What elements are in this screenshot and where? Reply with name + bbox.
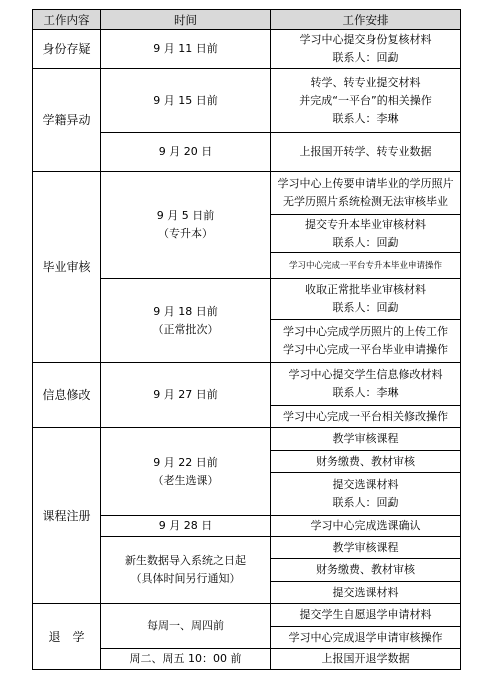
course-task: 教学审核课程 [271,428,461,451]
withdraw-time: 每周一、周四前 [101,604,271,649]
status-change-contact: 联系人：李琳 [332,111,399,125]
graduation-time-note: （专升本） [158,226,213,240]
graduation-title: 毕业审核 [33,171,101,362]
status-change-report-time: 9 月 20 日 [101,132,271,171]
info-change-time: 9 月 27 日前 [101,362,271,427]
course-new-time-note: （具体时间另行通知） [130,572,241,586]
course-new-time [101,536,271,604]
info-change-row [33,362,461,405]
withdraw-row [33,604,461,627]
course-contact: 联系人：回勐 [332,496,399,510]
course-task: 提交选课材料 [271,581,461,604]
header-content: 工作内容 [33,10,101,30]
header-task: 工作安排 [271,10,461,30]
header-time: 时间 [101,10,271,30]
status-change-row [33,69,461,132]
graduation-time-date: 9 月 18 日前 [153,304,218,318]
graduation-task-line: 无学历照片系统检测无法审核毕业 [283,194,448,208]
graduation-time-upgrade [101,171,271,278]
graduation-time-note: （正常批次） [152,322,219,336]
graduation-row [33,171,461,214]
course-task: 财务缴费、教材审核 [271,450,461,473]
info-change-task [271,362,461,405]
graduation-task-line: 提交专升本毕业审核材料 [305,217,426,231]
status-change-time: 9 月 15 日前 [101,69,271,132]
info-change-task: 学习中心完成一平台相关修改操作 [271,405,461,428]
graduation-task-line: 学习中心完成一平台毕业申请操作 [283,342,448,356]
status-change-title: 学籍异动 [33,69,101,171]
withdraw-report-task: 上报国开退学数据 [271,649,461,670]
course-new-time-date: 新生数据导入系统之日起 [125,554,246,568]
header-row [33,10,461,30]
status-change-task-line: 转学、转专业提交材料 [310,75,421,89]
info-change-task-line: 学习中心提交学生信息修改材料 [288,367,443,381]
course-task [271,473,461,516]
graduation-task-line: 收取正常批毕业审核材料 [305,283,426,297]
identity-task [271,30,461,69]
identity-title: 身份存疑 [33,30,101,69]
identity-task-line: 学习中心提交身份复核材料 [299,33,432,47]
graduation-task-line: 学习中心完成学历照片的上传工作 [283,324,448,338]
course-row [33,428,461,451]
info-change-contact: 联系人：李琳 [332,385,399,399]
course-task: 财务缴费、教材审核 [271,559,461,582]
course-confirm-task: 学习中心完成选课确认 [271,516,461,536]
schedule-table [32,9,461,670]
graduation-task [271,171,461,214]
graduation-time-date: 9 月 5 日前 [156,208,215,222]
status-change-task-line: 并完成“一平台”的相关操作 [299,93,432,107]
course-confirm-time: 9 月 28 日 [101,516,271,536]
graduation-task [271,279,461,320]
graduation-contact: 联系人：回勐 [332,301,399,315]
withdraw-task: 提交学生自愿退学申请材料 [271,604,461,627]
graduation-time-normal [101,279,271,363]
status-change-task [271,69,461,132]
identity-contact: 联系人：回勐 [332,51,399,65]
withdraw-title: 退 学 [33,604,101,670]
course-old-time [101,428,271,516]
graduation-task-line: 学习中心上传要申请毕业的学历照片 [277,176,454,190]
withdraw-report-time: 周二、周五 10：00 前 [101,649,271,670]
graduation-task: 学习中心完成一平台专升本毕业申请操作 [271,253,461,279]
course-old-time-note: （老生选课） [152,473,219,487]
withdraw-task: 学习中心完成退学申请审核操作 [271,626,461,649]
course-task: 教学审核课程 [271,536,461,559]
course-title: 课程注册 [33,428,101,604]
identity-time: 9 月 11 日前 [101,30,271,69]
course-task-line: 提交选课材料 [332,478,399,492]
course-old-time-date: 9 月 22 日前 [153,455,218,469]
graduation-task [271,214,461,253]
identity-row [33,30,461,69]
graduation-task [271,319,461,362]
info-change-title: 信息修改 [33,362,101,427]
status-change-report-task: 上报国开转学、转专业数据 [271,132,461,171]
graduation-contact: 联系人：回勐 [332,235,399,249]
